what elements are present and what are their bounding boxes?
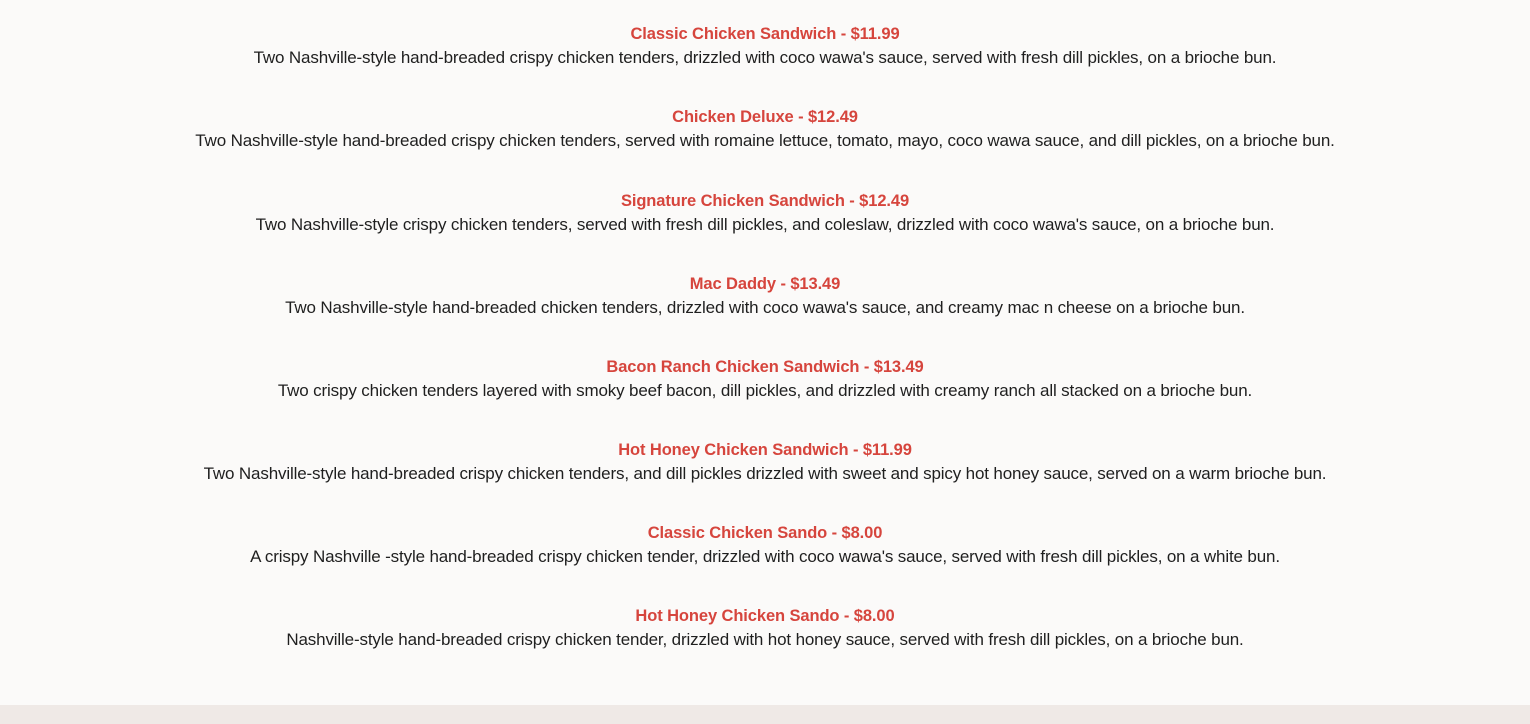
menu-item-signature-chicken-sandwich xyxy=(0,191,1530,235)
menu-item-title: Hot Honey Chicken Sandwich - $11.99 xyxy=(618,441,912,459)
menu-item-description: Nashville-style hand-breaded crispy chicken tender, drizzled with hot honey sauce, served with fresh dill pickles, on a brioche bun. xyxy=(286,630,1244,649)
footer-band xyxy=(0,705,1530,724)
menu-item-bacon-ranch-chicken-sandwich xyxy=(0,357,1530,401)
menu-item-title: Classic Chicken Sando - $8.00 xyxy=(647,524,883,542)
menu-item-mac-daddy xyxy=(0,274,1530,318)
menu-item-hot-honey-chicken-sando xyxy=(0,606,1530,650)
menu-item-description: Two Nashville-style hand-breaded crispy chicken tenders, served with romaine lettuce, tomato, mayo, coco wawa sauce, and dill pickles, on a brioche bun. xyxy=(195,131,1335,150)
menu-item-description: Two Nashville-style hand-breaded crispy chicken tenders, and dill pickles drizzled with sweet and spicy hot honey sauce, served on a warm brioche bun. xyxy=(203,464,1327,483)
menu-item-description: Two crispy chicken tenders layered with smoky beef bacon, dill pickles, and drizzled with creamy ranch all stacked on a brioche bun. xyxy=(277,381,1253,400)
menu-item-title: Hot Honey Chicken Sando - $8.00 xyxy=(635,607,895,625)
menu-item-description: Two Nashville-style crispy chicken tenders, served with fresh dill pickles, and coleslaw, drizzled with coco wawa's sauce, on a brioche bun. xyxy=(255,215,1275,234)
menu-item-hot-honey-chicken-sandwich xyxy=(0,440,1530,484)
menu-item-title: Chicken Deluxe - $12.49 xyxy=(672,108,858,126)
menu-item-description: A crispy Nashville -style hand-breaded crispy chicken tender, drizzled with coco wawa's sauce, served with fresh dill pickles, on a white bun. xyxy=(250,547,1280,566)
menu-item-title: Bacon Ranch Chicken Sandwich - $13.49 xyxy=(606,358,924,376)
menu-item-title: Mac Daddy - $13.49 xyxy=(689,275,841,293)
menu-item-description: Two Nashville-style hand-breaded chicken tenders, drizzled with coco wawa's sauce, and creamy mac n cheese on a brioche bun. xyxy=(285,298,1245,317)
menu-item-description: Two Nashville-style hand-breaded crispy chicken tenders, drizzled with coco wawa's sauce, served with fresh dill pickles, on a brioche bun. xyxy=(253,48,1277,67)
menu-item-title: Signature Chicken Sandwich - $12.49 xyxy=(620,192,910,210)
menu-item-classic-chicken-sandwich xyxy=(0,24,1530,68)
menu-item-title: Classic Chicken Sandwich - $11.99 xyxy=(630,25,900,43)
menu-item-classic-chicken-sando xyxy=(0,523,1530,567)
menu-item-chicken-deluxe xyxy=(0,107,1530,151)
